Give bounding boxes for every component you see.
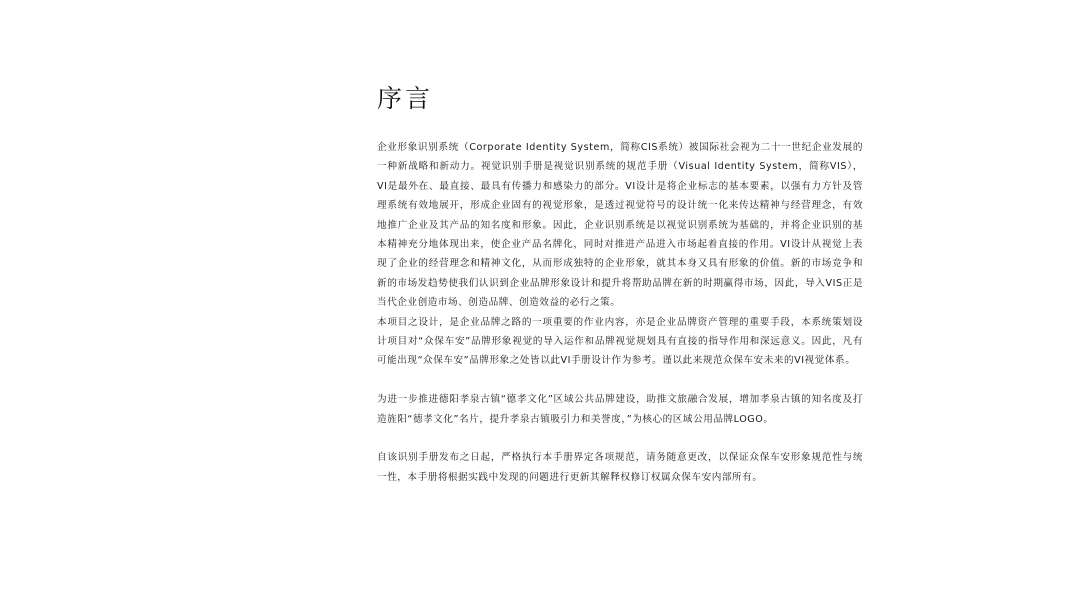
paragraph-manual-rules: 自该识别手册发布之日起，严格执行本手册界定各项规范，请务随意更改，以保证众保车安形象规范性与统一性，本手册将根据实践中发现的问题进行更新其解释权修订权属众保车安内部所有。 [377,452,863,483]
paragraph-project-design: 本项目之设计，是企业品牌之路的一项重要的作业内容，亦是企业品牌资产管理的重要手段，本系统策划设计项目对“众保车安”品牌形象视觉的导入运作和品牌视觉规划具有直接的指导作用和深远意义。因此，凡有可能出现“众保车安”品牌形象之处皆以此VI手册设计作为参考。谨以此来规范众保车安未来的VI视觉体系。 [377,316,863,367]
paragraph-spacer [377,371,863,390]
paragraph-regional-brand: 为进一步推进德阳孝泉古镇“德孝文化”区域公共品牌建设，助推文旅融合发展，增加孝泉古镇的知名度及打造旌阳“德孝文化”名片，提升孝泉古镇吸引力和美誉度，”为核心的区域公用品牌LOGO。 [377,394,863,425]
paragraph-spacer [377,429,863,448]
page-title: 序言 [377,84,434,113]
preface-body [377,138,863,487]
paragraph-cis-intro: 企业形象识别系统（Corporate Identity System，简称CIS系统）被国际社会视为二十一世纪企业发展的一种新战略和新动力。视觉识别手册是视觉识别系统的规范手册（Visual Identity System，简称VIS），VI是最外在、最直接、最具有传播力和感染力的部分。VI设计是将企业标志的基本要素，以强有力方针及管理系统有效地展开，形成企业固有的视觉形象，是透过视觉符号的设计统一化来传达精神与经营理念，有效地推广企业及其产品的知名度和形象。因此，企业识别系统是以视觉识别系统为基础的，并将企业识别的基本精神充分地体现出来，使企业产品名牌化，同时对推进产品进入市场起着直接的作用。VI设计从视觉上表现了企业的经营理念和精神文化，从而形成独特的企业形象，就其本身又具有形象的价值。新的市场竞争和新的市场发趋势使我们认识到企业品牌形象设计和提升将帮助品牌在新的时期赢得市场，因此，导入VIS正是当代企业创造市场、创造品牌、创造效益的必行之策。 [377,142,863,309]
